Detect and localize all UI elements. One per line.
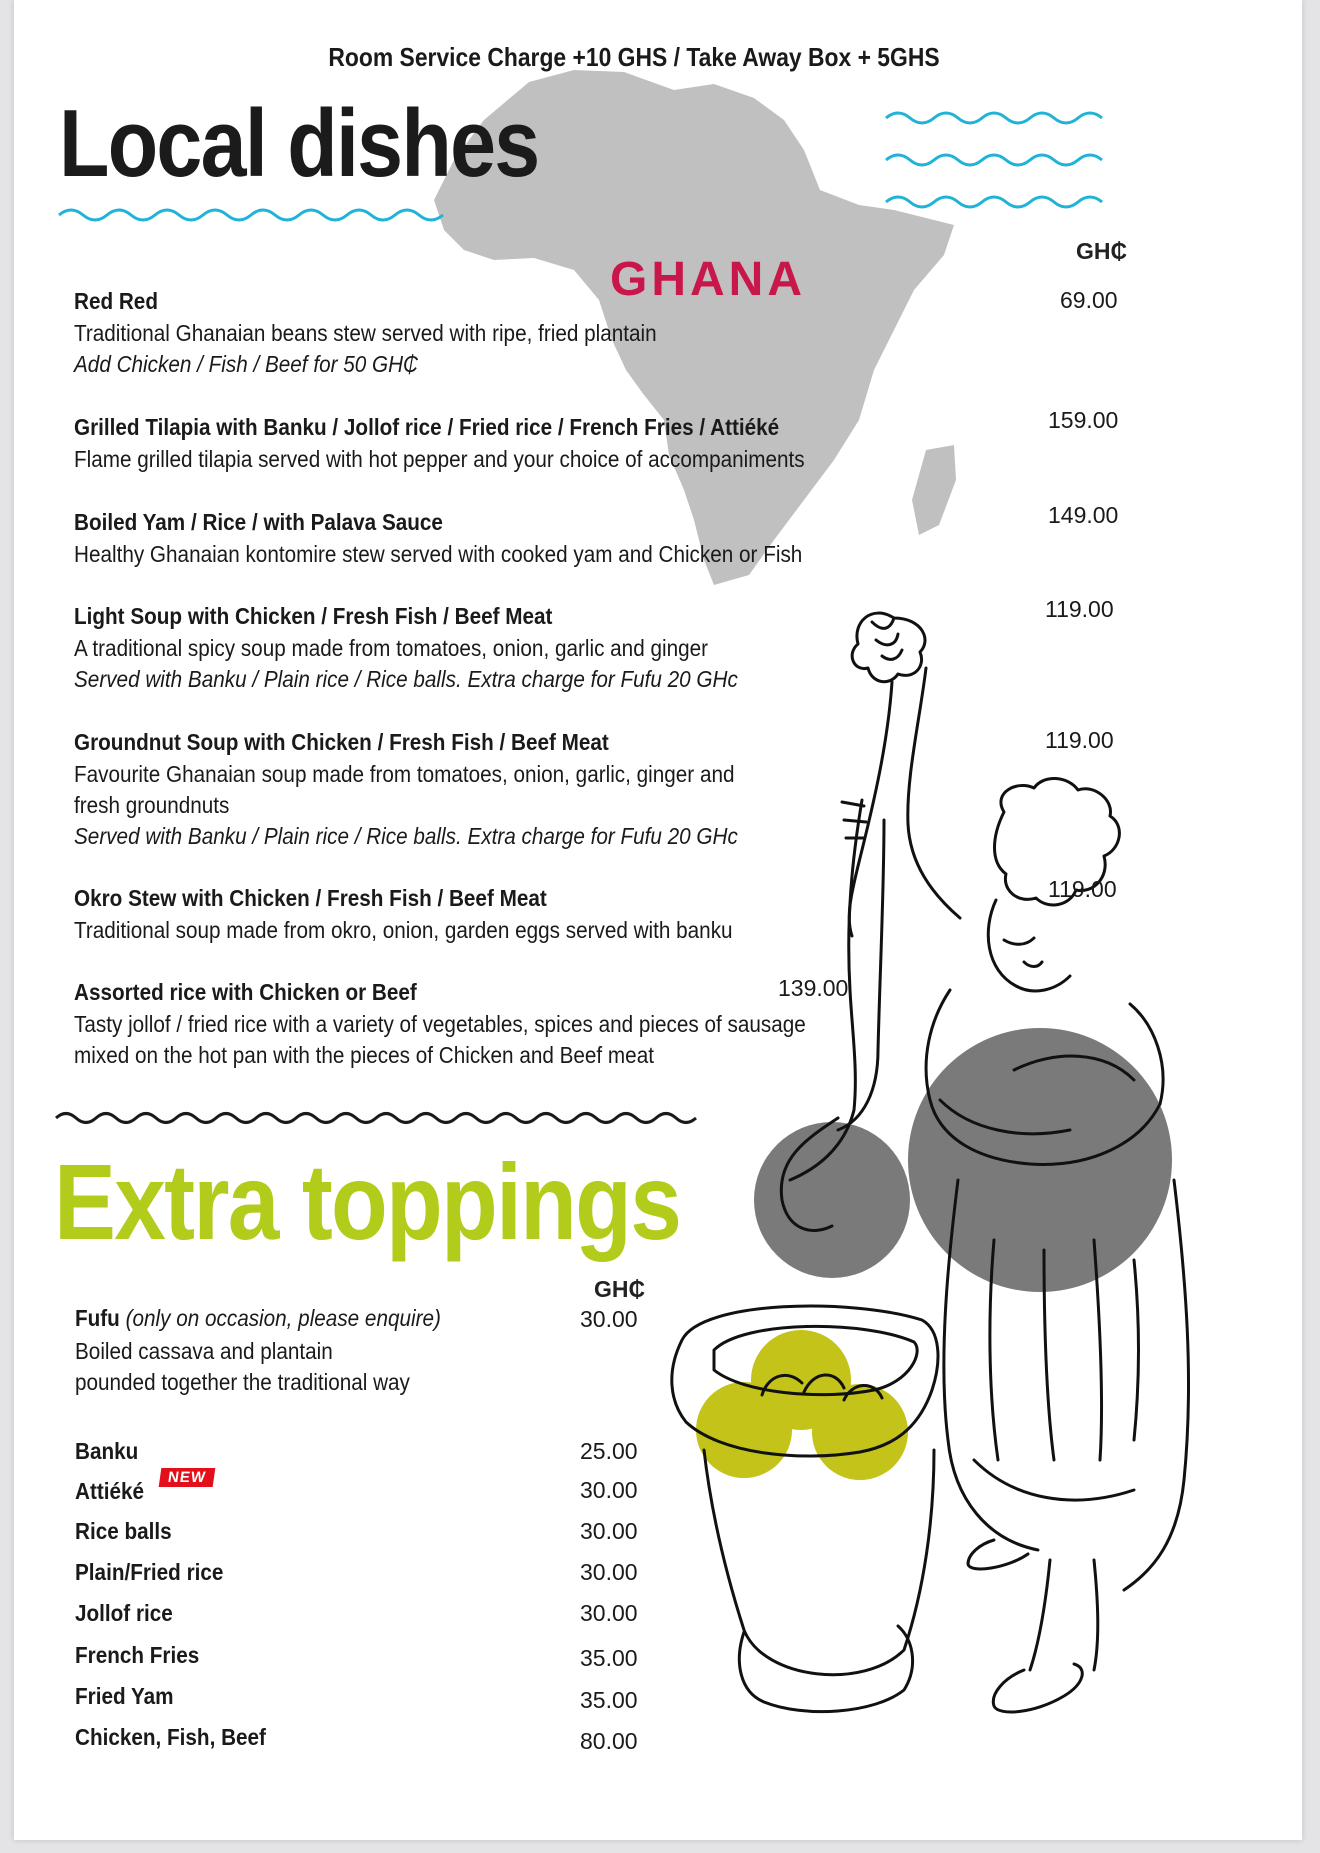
fufu-name: Fufu bbox=[75, 1305, 120, 1331]
extra-item-price: 25.00 bbox=[580, 1438, 638, 1464]
ghana-label: GHANA bbox=[610, 253, 806, 306]
menu-item-desc: A traditional spicy soup made from tomatoes, onion, garlic and ginger bbox=[74, 635, 709, 661]
menu-item-price: 149.00 bbox=[1048, 502, 1119, 528]
menu-item-name: Groundnut Soup with Chicken / Fresh Fish / Beef Meat bbox=[74, 729, 609, 755]
menu-item-name: Grilled Tilapia with Banku / Jollof rice / Fried rice / French Fries / Attiéké bbox=[74, 414, 780, 440]
extra-item-price: 35.00 bbox=[580, 1687, 638, 1713]
extra-item-price: 30.00 bbox=[580, 1600, 638, 1626]
extra-item-price: 35.00 bbox=[580, 1645, 638, 1671]
fufu-note: (only on occasion, please enquire) bbox=[125, 1305, 441, 1331]
menu-item-desc: fresh groundnuts bbox=[74, 792, 230, 818]
menu-item-price: 139.00 bbox=[778, 975, 849, 1001]
menu-item-name: Red Red bbox=[74, 288, 158, 314]
new-badge: NEW bbox=[159, 1468, 216, 1487]
extra-item-name bbox=[75, 1305, 441, 1332]
menu-item-desc: Traditional soup made from okro, onion, garden eggs served with banku bbox=[74, 917, 733, 943]
extra-toppings-title: Extra toppings bbox=[54, 1141, 681, 1262]
menu-item-desc: Flame grilled tilapia served with hot pepper and your choice of accompaniments bbox=[74, 446, 805, 472]
menu-item-note: Served with Banku / Plain rice / Rice balls. Extra charge for Fufu 20 GHc bbox=[74, 666, 738, 692]
menu-item-price: 119.00 bbox=[1045, 596, 1114, 622]
extra-item-name: French Fries bbox=[75, 1642, 200, 1668]
menu-item-price: 69.00 bbox=[1060, 287, 1118, 313]
menu-item-price: 119.00 bbox=[1045, 727, 1114, 753]
menu-item-note: Served with Banku / Plain rice / Rice balls. Extra charge for Fufu 20 GHc bbox=[74, 823, 738, 849]
extra-item-price: 80.00 bbox=[580, 1728, 638, 1754]
extra-item-name: Chicken, Fish, Beef bbox=[75, 1724, 266, 1750]
menu-item-desc: Favourite Ghanaian soup made from tomatoes, onion, garlic, ginger and bbox=[74, 761, 735, 787]
menu-item-desc: Healthy Ghanaian kontomire stew served with cooked yam and Chicken or Fish bbox=[74, 541, 803, 567]
service-charge-note: Room Service Charge +10 GHS / Take Away Box + 5GHS bbox=[328, 42, 940, 72]
extra-item-name: Jollof rice bbox=[75, 1600, 173, 1626]
menu-item-name: Light Soup with Chicken / Fresh Fish / Beef Meat bbox=[74, 603, 553, 629]
menu-item-desc: Traditional Ghanaian beans stew served with ripe, fried plantain bbox=[74, 320, 657, 346]
extra-item-price: 30.00 bbox=[580, 1518, 638, 1544]
menu-page bbox=[14, 0, 1302, 1840]
extra-item-desc: pounded together the traditional way bbox=[75, 1369, 410, 1395]
menu-item-price: 159.00 bbox=[1048, 407, 1119, 433]
menu-item-desc: Tasty jollof / fried rice with a variety of vegetables, spices and pieces of sausage bbox=[74, 1011, 806, 1037]
local-currency-header: GH₵ bbox=[1076, 238, 1128, 264]
menu-item-name: Boiled Yam / Rice / with Palava Sauce bbox=[74, 509, 443, 535]
menu-item-price: 119.00 bbox=[1048, 876, 1117, 902]
wave-divider bbox=[56, 1114, 696, 1123]
extra-item-name: Attiéké bbox=[75, 1478, 145, 1504]
extra-item-price: 30.00 bbox=[580, 1306, 638, 1332]
extra-item-price: 30.00 bbox=[580, 1477, 638, 1503]
extra-item-name: Fried Yam bbox=[75, 1683, 174, 1709]
extra-item-name: Rice balls bbox=[75, 1518, 172, 1544]
menu-item-desc: mixed on the hot pan with the pieces of Chicken and Beef meat bbox=[74, 1042, 654, 1068]
local-dishes-title: Local dishes bbox=[59, 90, 539, 197]
extra-item-name: Plain/Fried rice bbox=[75, 1559, 224, 1585]
extra-item-price: 30.00 bbox=[580, 1559, 638, 1585]
extra-item-desc: Boiled cassava and plantain bbox=[75, 1338, 333, 1364]
menu-item-name: Okro Stew with Chicken / Fresh Fish / Beef Meat bbox=[74, 885, 547, 911]
extra-currency-header: GH₵ bbox=[594, 1276, 646, 1302]
menu-item-note: Add Chicken / Fish / Beef for 50 GH₵ bbox=[74, 351, 418, 377]
extra-item-name: Banku bbox=[75, 1438, 139, 1464]
menu-item-name: Assorted rice with Chicken or Beef bbox=[74, 979, 417, 1005]
